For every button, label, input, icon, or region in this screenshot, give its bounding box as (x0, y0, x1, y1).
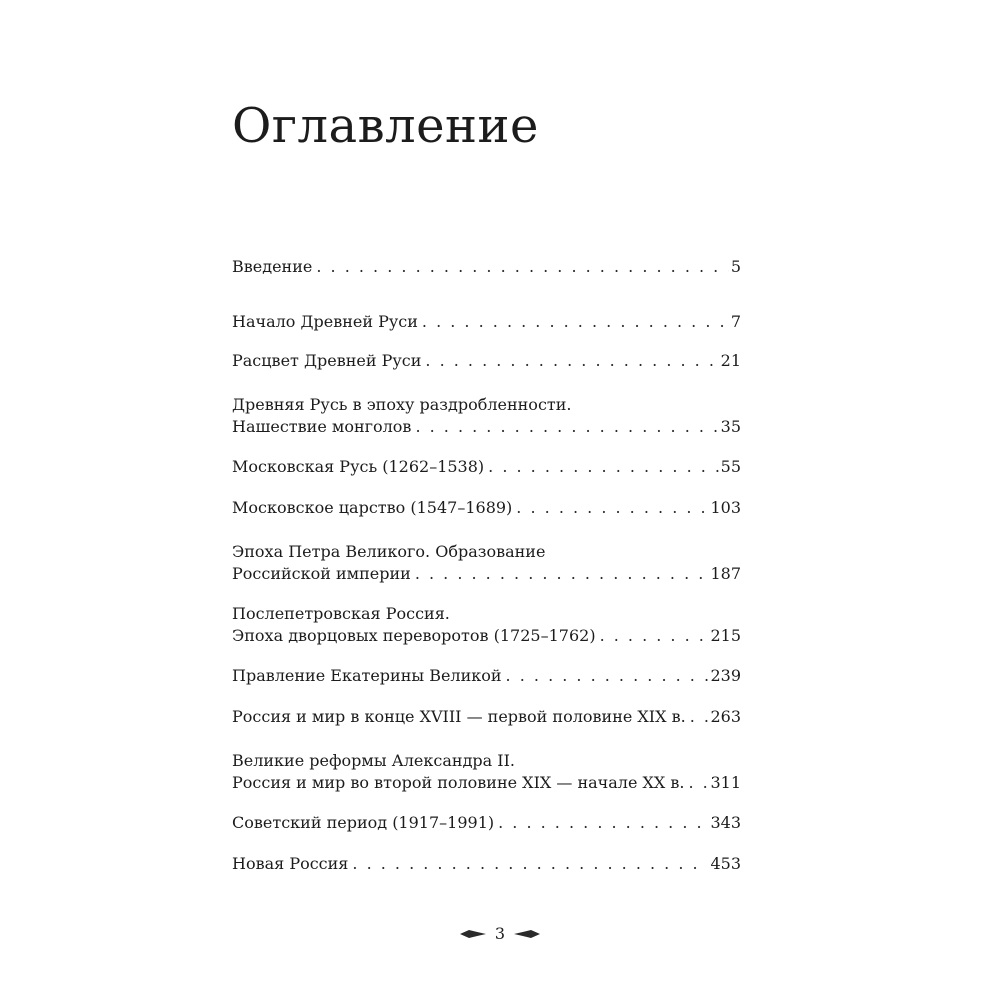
toc-entry-title: Россия и мир во второй половине XIX — начале XX в. (232, 773, 685, 792)
toc-entry[interactable] (232, 311, 741, 333)
dot-leader (600, 625, 709, 647)
toc-entry[interactable] (232, 853, 741, 875)
toc-page-number: 21 (720, 351, 741, 370)
toc-entry-title-line1: Древняя Русь в эпоху раздробленности. (232, 395, 572, 414)
toc-entry-title: Новая Россия (232, 854, 349, 873)
toc-entry[interactable] (232, 394, 741, 438)
toc-entry[interactable] (232, 706, 741, 728)
dot-leader (688, 772, 708, 794)
dot-leader (516, 497, 708, 519)
toc-entry[interactable] (232, 750, 741, 794)
toc-entry[interactable] (232, 603, 741, 647)
toc-entry[interactable] (232, 350, 741, 372)
page-title: Оглавление (232, 98, 539, 154)
toc-page-number: 55 (720, 457, 741, 476)
dot-leader (415, 563, 709, 585)
toc-entry-title: Московское царство (1547–1689) (232, 498, 513, 517)
toc-entry-title: Начало Древней Руси (232, 312, 418, 331)
toc-entry-title: Введение (232, 257, 313, 276)
dot-leader (488, 456, 718, 478)
toc-entry[interactable] (232, 812, 741, 834)
dot-leader (316, 256, 728, 278)
toc-page-number: 7 (730, 312, 741, 331)
dot-leader (352, 853, 708, 875)
toc-page-number: 187 (710, 564, 741, 583)
toc-entry-title: Эпоха дворцовых переворотов (1725–1762) (232, 626, 596, 645)
toc-entry-title: Российской империи (232, 564, 411, 583)
dot-leader (506, 665, 709, 687)
toc-entry-title-line1: Послепетровская Россия. (232, 604, 450, 623)
toc-entry[interactable] (232, 497, 741, 519)
dot-leader (498, 812, 708, 834)
toc-entry-title: Расцвет Древней Руси (232, 351, 422, 370)
toc-page-number: 35 (720, 417, 741, 436)
left-ornament-icon (459, 928, 487, 940)
toc-page-number: 453 (710, 854, 741, 873)
toc-entry[interactable] (232, 456, 741, 478)
dot-leader (415, 416, 718, 438)
toc-entry[interactable] (232, 665, 741, 687)
toc-entry[interactable] (232, 256, 741, 278)
toc-entry[interactable] (232, 541, 741, 585)
toc-entry-title: Россия и мир в конце XVIII — первой половине XIX в. (232, 707, 686, 726)
toc-entry-title-line1: Великие реформы Александра II. (232, 751, 516, 770)
toc-entry-title-line1: Эпоха Петра Великого. Образование (232, 542, 546, 561)
dot-leader (690, 706, 709, 728)
dot-leader (422, 311, 729, 333)
toc-page-number: 5 (730, 257, 741, 276)
page-number: 3 (494, 924, 506, 943)
toc-page-number: 215 (710, 626, 741, 645)
toc-entry-title: Правление Екатерины Великой (232, 666, 502, 685)
page-footer (0, 924, 1000, 943)
right-ornament-icon (513, 928, 541, 940)
toc-entry-title: Московская Русь (1262–1538) (232, 457, 485, 476)
toc-page-number: 103 (710, 498, 741, 517)
toc-page-number: 263 (710, 707, 741, 726)
toc-page-number: 343 (710, 813, 741, 832)
toc-page-number: 239 (710, 666, 741, 685)
toc-page-number: 311 (710, 773, 741, 792)
dot-leader (425, 350, 718, 372)
toc-entry-title: Нашествие монголов (232, 417, 412, 436)
toc-entry-title: Советский период (1917–1991) (232, 813, 495, 832)
